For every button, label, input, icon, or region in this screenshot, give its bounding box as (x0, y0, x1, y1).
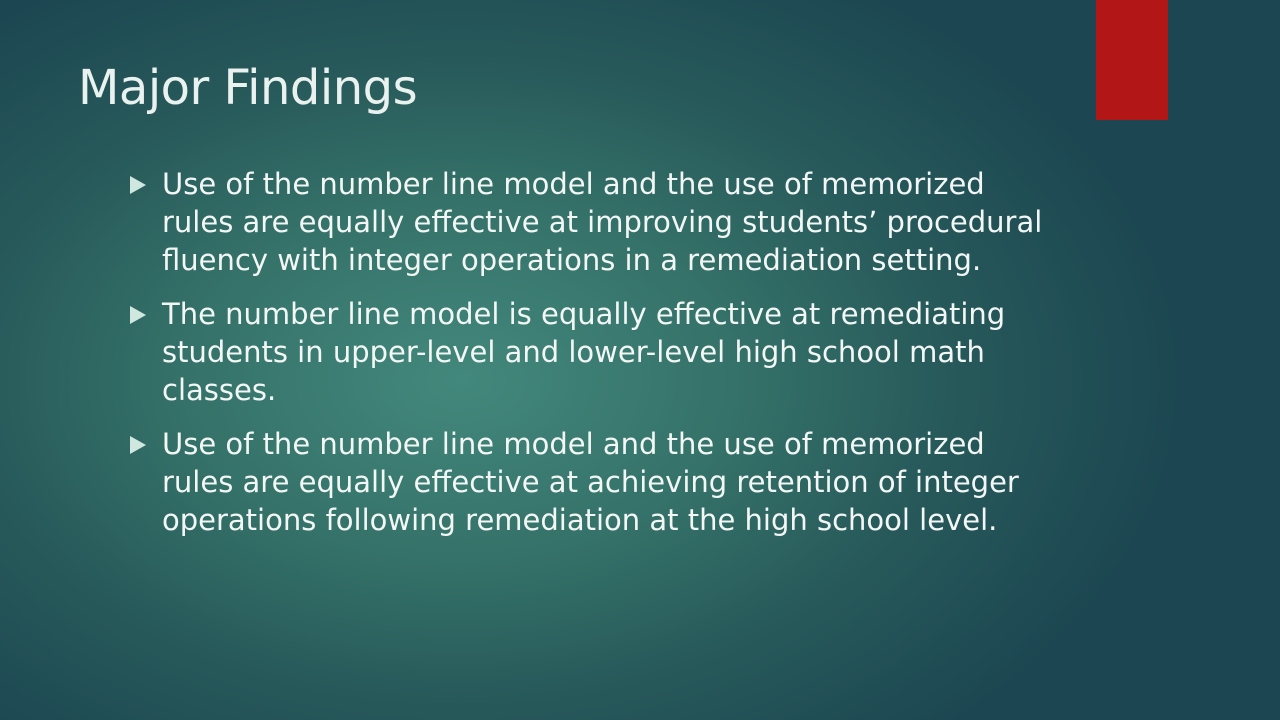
bullet-list (128, 165, 1048, 555)
bullet-item (128, 295, 1048, 409)
bullet-text: Use of the number line model and the use of memorized rules are equally effective at improving students’ procedural fluency with integer operations in a remediation setting. (162, 167, 1043, 277)
accent-bar (1096, 0, 1168, 120)
triangle-right-icon (130, 176, 146, 194)
bullet-text: Use of the number line model and the use of memorized rules are equally effective at achieving retention of integer operations following remediation at the high school level. (162, 427, 1019, 537)
bullet-text: The number line model is equally effective at remediating students in upper-level and lower-level high school math classes. (162, 297, 1006, 407)
triangle-right-icon (130, 436, 146, 454)
triangle-right-icon (130, 306, 146, 324)
bullet-item (128, 165, 1048, 279)
bullet-item (128, 425, 1048, 539)
slide-title: Major Findings (78, 60, 418, 116)
